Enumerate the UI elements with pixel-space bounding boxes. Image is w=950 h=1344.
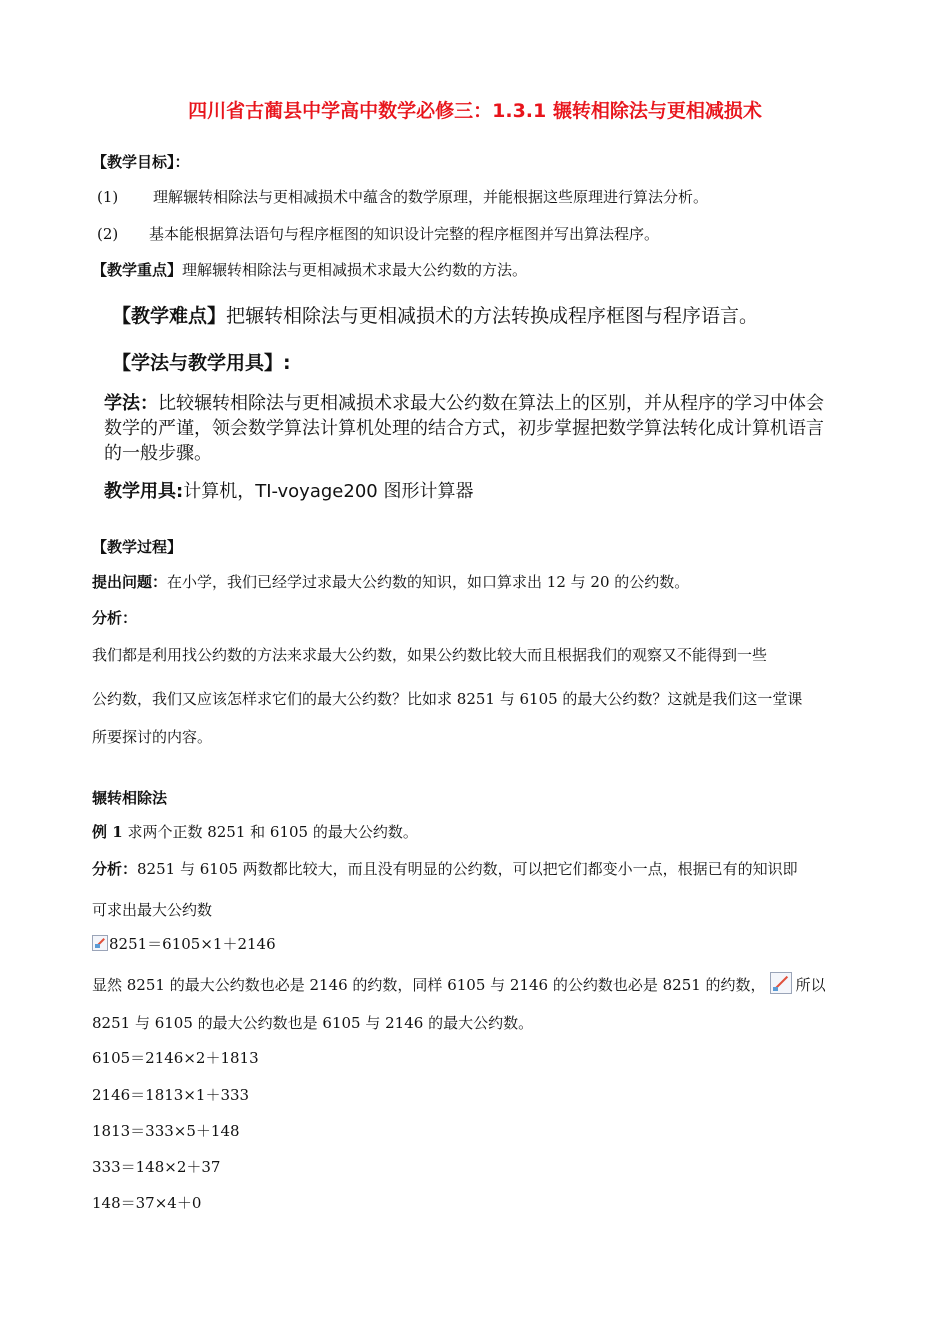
step-line: 2146＝1813×1＋333 <box>92 1086 250 1104</box>
key-point <box>92 260 527 280</box>
tools-label: 教学用具: <box>104 481 184 502</box>
tools-text: 计算机，TI-voyage200 图形计算器 <box>183 481 474 502</box>
methods-heading: 【学法与教学用具】: <box>112 352 291 374</box>
difficulty <box>112 303 758 329</box>
question-label: 提出问题： <box>92 573 168 591</box>
page-title: 四川省古蔺县中学高中数学必修三：1.3.1 辗转相除法与更相减损术 <box>188 100 762 122</box>
xuefa-line-2: 数学的严谨，领会数学算法计算机处理的结合方式，初步掌握把数学算法转化成计算机语言 <box>104 418 824 439</box>
euclid-analysis-line-1-text: 8251 与 6105 两数都比较大，而且没有明显的公约数，可以把它们都变小一点，根据已有的知识即 <box>137 860 798 878</box>
reason-line-1 <box>92 972 826 995</box>
euclid-analysis-line-1 <box>92 859 798 879</box>
equation-1 <box>92 934 276 954</box>
objective-item-2-text: 基本能根据算法语句与程序框图的知识设计完整的程序框图并写出算法程序。 <box>149 225 660 243</box>
objective-item-2-number: (2) <box>97 225 119 243</box>
difficulty-text: 把辗转相除法与更相减损术的方法转换成程序框图与程序语言。 <box>226 305 759 327</box>
equation-1-text: 8251＝6105×1＋2146 <box>109 935 276 953</box>
euclid-heading: 辗转相除法 <box>92 789 168 807</box>
euclid-analysis-line-2: 可求出最大公约数 <box>92 901 213 919</box>
step-line: 148＝37×4＋0 <box>92 1194 202 1212</box>
euclid-analysis-label: 分析： <box>92 860 138 878</box>
process-analysis-label: 分析： <box>92 609 138 627</box>
example-line <box>92 822 418 842</box>
reason-line-1-text: 显然 8251 的最大公约数也必是 2146 的约数，同样 6105 与 2146 的公约数也必是 8251 的约数， <box>92 976 766 994</box>
objectives-heading: 【教学目标】： <box>92 153 190 171</box>
question-text: 在小学，我们已经学过求最大公约数的知识，如口算求出 12 与 20 的公约数。 <box>167 573 690 591</box>
step-line: 6105＝2146×2＋1813 <box>92 1049 259 1067</box>
process-analysis-line-2: 公约数，我们又应该怎样求它们的最大公约数？比如求 8251 与 6105 的最大公约数？这就是我们这一堂课 <box>92 690 803 708</box>
reason-line-2: 8251 与 6105 的最大公约数也是 6105 与 2146 的最大公约数。 <box>92 1014 534 1032</box>
xuefa-line-1-text: 比较辗转相除法与更相减损术求最大公约数在算法上的区别，并从程序的学习中体会 <box>158 393 824 414</box>
objective-item-1 <box>97 187 708 207</box>
objective-item-1-text: 理解辗转相除法与更相减损术中蕴含的数学原理，并能根据这些原理进行算法分析。 <box>153 188 709 206</box>
question-line <box>92 572 689 592</box>
broken-image-icon <box>770 972 792 994</box>
example-text: 求两个正数 8251 和 6105 的最大公约数。 <box>122 823 418 841</box>
process-analysis-line-3: 所要探讨的内容。 <box>92 728 213 746</box>
xuefa-label: 学法： <box>104 393 158 414</box>
key-point-text: 理解辗转相除法与更相减损术求最大公约数的方法。 <box>182 261 528 279</box>
difficulty-heading: 【教学难点】 <box>112 305 227 327</box>
broken-image-icon <box>92 935 108 951</box>
xuefa-line-3: 的一般步骤。 <box>104 443 212 464</box>
reason-line-1-suffix: 所以 <box>795 976 826 994</box>
objective-item-2 <box>97 224 659 244</box>
step-line: 333＝148×2＋37 <box>92 1158 221 1176</box>
objective-item-1-number: (1) <box>97 188 119 206</box>
step-line: 1813＝333×5＋148 <box>92 1122 240 1140</box>
tools-line <box>104 479 473 505</box>
xuefa-line-1 <box>104 391 824 417</box>
process-heading: 【教学过程】 <box>92 538 183 556</box>
key-point-heading: 【教学重点】 <box>92 261 183 279</box>
example-label: 例 1 <box>92 823 123 841</box>
process-analysis-line-1: 我们都是利用找公约数的方法来求最大公约数，如果公约数比较大而且根据我们的观察又不能得到一些 <box>92 646 768 664</box>
